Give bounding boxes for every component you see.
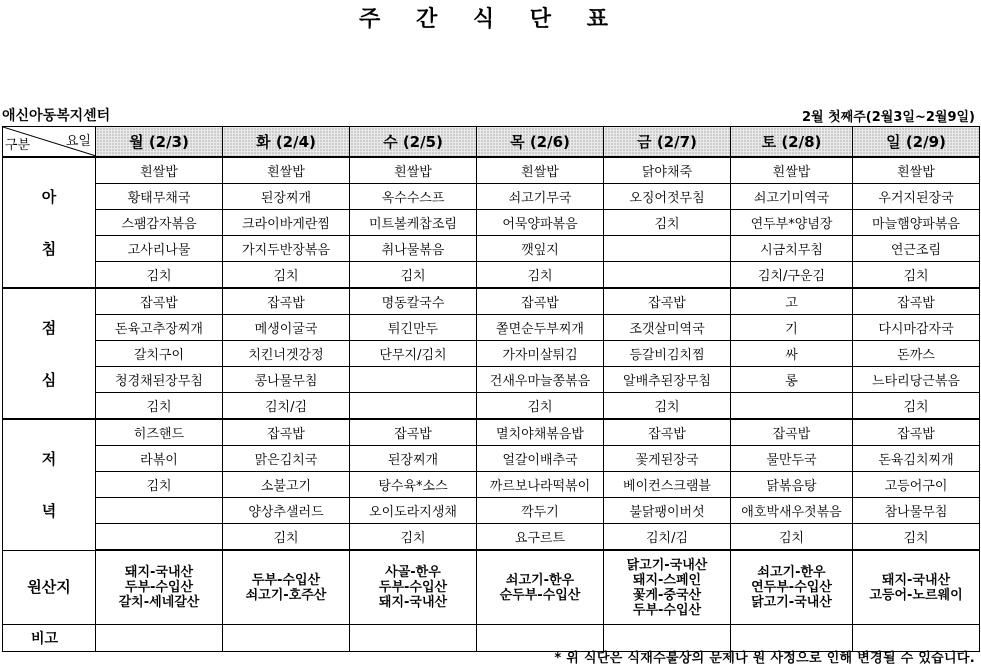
dinner-row — [3, 419, 980, 446]
menu-item: 잡곡밥 — [604, 419, 731, 446]
day-header: 목 (2/6) — [477, 127, 604, 158]
menu-item: 명동칼국수 — [350, 288, 477, 315]
menu-item: 연두부*양념장 — [731, 210, 853, 236]
meal-label-bottom: 녁 — [41, 501, 57, 520]
origin-label: 원산지 — [3, 550, 96, 625]
menu-item: 김치 — [853, 262, 980, 289]
lunch-label — [3, 288, 96, 419]
menu-item: 고등어구이 — [853, 472, 980, 498]
menu-item: 돈육고추장찌개 — [96, 315, 223, 341]
menu-item: 김치 — [853, 524, 980, 551]
menu-item: 맑은김치국 — [223, 446, 350, 472]
origin-cell: 사골-한우 두부-수입산 돼지-국내산 — [350, 550, 477, 625]
menu-item: 오이도라지생채 — [350, 498, 477, 524]
menu-item: 연근조림 — [853, 236, 980, 262]
origin-cell: 쇠고기-한우 순두부-수입산 — [477, 550, 604, 625]
menu-item: 잡곡밥 — [96, 288, 223, 315]
menu-item: 마늘햄양파볶음 — [853, 210, 980, 236]
menu-item: 잡곡밥 — [223, 419, 350, 446]
menu-item: 느타리당근볶음 — [853, 367, 980, 393]
menu-item: 물만두국 — [731, 446, 853, 472]
origin-cell: 돼지-국내산 두부-수입산 갈치-세네갈산 — [96, 550, 223, 625]
menu-item: 흰쌀밥 — [350, 157, 477, 184]
menu-item: 멸치야채볶음밥 — [477, 419, 604, 446]
menu-item: 스팸감자볶음 — [96, 210, 223, 236]
origin-cell: 닭고기-국내산 돼지-스페인 꽃게-중국산 두부-수입산 — [604, 550, 731, 625]
menu-item: 김치 — [477, 262, 604, 289]
menu-item: 된장찌개 — [223, 184, 350, 210]
menu-item: 가지두반장볶음 — [223, 236, 350, 262]
menu-item: 닭볶음탕 — [731, 472, 853, 498]
dinner-row — [3, 524, 980, 551]
menu-item: 김치/구운김 — [731, 262, 853, 289]
menu-item — [96, 524, 223, 551]
menu-item: 돈까스 — [853, 341, 980, 367]
menu-item: 흰쌀밥 — [96, 157, 223, 184]
dinner-label — [3, 419, 96, 550]
lunch-row — [3, 288, 980, 315]
origin-cell: 쇠고기-한우 연두부-수입산 닭고기-국내산 — [731, 550, 853, 625]
corner-label-day: 요일 — [65, 134, 91, 149]
menu-item: 김치/김 — [604, 524, 731, 551]
dinner-row — [3, 446, 980, 472]
meal-label-top: 점 — [41, 318, 57, 337]
weekly-menu-table — [2, 126, 980, 652]
menu-item: 치킨너겟강정 — [223, 341, 350, 367]
menu-item: 꽃게된장국 — [604, 446, 731, 472]
menu-item: 흰쌀밥 — [477, 157, 604, 184]
menu-item: 김치 — [96, 262, 223, 289]
menu-item: 김치 — [96, 393, 223, 420]
menu-item — [731, 393, 853, 420]
notes-cell — [350, 625, 477, 652]
menu-item: 참나물무침 — [853, 498, 980, 524]
day-header: 월 (2/3) — [96, 127, 223, 158]
menu-item: 건새우마늘쫑볶음 — [477, 367, 604, 393]
breakfast-label — [3, 157, 96, 288]
day-header: 토 (2/8) — [731, 127, 853, 158]
menu-item: 옥수수스프 — [350, 184, 477, 210]
menu-item — [350, 367, 477, 393]
menu-item: 롱 — [731, 367, 853, 393]
menu-item: 불닭팽이버섯 — [604, 498, 731, 524]
menu-item: 김치 — [853, 393, 980, 420]
menu-item: 콩나물무침 — [223, 367, 350, 393]
menu-item: 갈치구이 — [96, 341, 223, 367]
menu-item: 깍두기 — [477, 498, 604, 524]
menu-item: 쇠고기미역국 — [731, 184, 853, 210]
menu-item: 김치 — [604, 393, 731, 420]
breakfast-row — [3, 184, 980, 210]
menu-item: 크라이바게란찜 — [223, 210, 350, 236]
notes-cell — [223, 625, 350, 652]
menu-item: 김치 — [223, 262, 350, 289]
week-label: 2월 첫째주(2월3일~2월9일) — [802, 110, 975, 125]
menu-item: 김치 — [350, 262, 477, 289]
origin-cell: 두부-수입산 쇠고기-호주산 — [223, 550, 350, 625]
breakfast-row — [3, 236, 980, 262]
menu-item — [604, 236, 731, 262]
dinner-row — [3, 498, 980, 524]
menu-item: 잡곡밥 — [604, 288, 731, 315]
footnote: * 위 식단은 식재수불상의 문제나 원 사정으로 인해 변경될 수 있습니다. — [554, 651, 975, 666]
menu-item: 소불고기 — [223, 472, 350, 498]
menu-item: 쫄면순두부찌개 — [477, 315, 604, 341]
notes-cell — [96, 625, 223, 652]
menu-item: 까르보나라떡볶이 — [477, 472, 604, 498]
menu-item: 양상추샐러드 — [223, 498, 350, 524]
menu-item: 기 — [731, 315, 853, 341]
menu-item: 튀긴만두 — [350, 315, 477, 341]
header-row — [3, 127, 980, 158]
menu-item: 시금치무침 — [731, 236, 853, 262]
menu-item: 김치 — [223, 524, 350, 551]
menu-item: 요구르트 — [477, 524, 604, 551]
menu-item: 청경채된장무침 — [96, 367, 223, 393]
meal-label-bottom: 침 — [41, 239, 57, 258]
page-title: 주 간 식 단 표 — [359, 7, 622, 32]
menu-item: 취나물볶음 — [350, 236, 477, 262]
breakfast-row — [3, 210, 980, 236]
menu-item: 단무지/김치 — [350, 341, 477, 367]
menu-item: 잡곡밥 — [853, 419, 980, 446]
menu-item: 미트볼케찹조림 — [350, 210, 477, 236]
lunch-row — [3, 341, 980, 367]
lunch-row — [3, 367, 980, 393]
menu-item: 김치/김 — [223, 393, 350, 420]
menu-item: 가자미살튀김 — [477, 341, 604, 367]
menu-item: 베이컨스크램블 — [604, 472, 731, 498]
menu-item: 김치 — [604, 210, 731, 236]
menu-item: 우거지된장국 — [853, 184, 980, 210]
menu-item: 흰쌀밥 — [853, 157, 980, 184]
corner-label-category: 구분 — [5, 138, 31, 153]
day-header: 금 (2/7) — [604, 127, 731, 158]
menu-item: 탕수육*소스 — [350, 472, 477, 498]
menu-item — [350, 393, 477, 420]
menu-item: 흰쌀밥 — [223, 157, 350, 184]
menu-item: 김치 — [477, 393, 604, 420]
day-header: 수 (2/5) — [350, 127, 477, 158]
menu-item: 히즈핸드 — [96, 419, 223, 446]
menu-item: 고 — [731, 288, 853, 315]
menu-item: 다시마감자국 — [853, 315, 980, 341]
menu-item: 된장찌개 — [350, 446, 477, 472]
organization-name: 애신아동복지센터 — [2, 108, 111, 124]
menu-item: 쇠고기무국 — [477, 184, 604, 210]
menu-item — [604, 262, 731, 289]
menu-item: 김치 — [350, 524, 477, 551]
menu-item: 잡곡밥 — [731, 419, 853, 446]
origin-cell: 돼지-국내산 고등어-노르웨이 — [853, 550, 980, 625]
menu-item: 얼갈이배추국 — [477, 446, 604, 472]
meal-label-top: 저 — [41, 449, 57, 468]
menu-item: 라볶이 — [96, 446, 223, 472]
menu-item: 잡곡밥 — [477, 288, 604, 315]
corner-cell — [3, 127, 96, 158]
menu-item: 김치 — [731, 524, 853, 551]
origin-row — [3, 550, 980, 625]
menu-item: 싸 — [731, 341, 853, 367]
menu-item: 등갈비김치찜 — [604, 341, 731, 367]
notes-label: 비고 — [3, 625, 96, 652]
meal-label-bottom: 심 — [41, 370, 57, 389]
menu-item: 흰쌀밥 — [731, 157, 853, 184]
menu-item: 김치 — [96, 472, 223, 498]
menu-item: 잡곡밥 — [350, 419, 477, 446]
menu-item: 닭야채죽 — [604, 157, 731, 184]
menu-item: 조갯살미역국 — [604, 315, 731, 341]
menu-item: 황태무채국 — [96, 184, 223, 210]
lunch-row — [3, 393, 980, 420]
day-header: 화 (2/4) — [223, 127, 350, 158]
menu-item: 돈육김치찌개 — [853, 446, 980, 472]
breakfast-row — [3, 157, 980, 184]
lunch-row — [3, 315, 980, 341]
dinner-row — [3, 472, 980, 498]
breakfast-row — [3, 262, 980, 289]
day-header: 일 (2/9) — [853, 127, 980, 158]
menu-item: 애호박새우젓볶음 — [731, 498, 853, 524]
menu-item: 깻잎지 — [477, 236, 604, 262]
menu-item: 고사리나물 — [96, 236, 223, 262]
meal-label-top: 아 — [41, 187, 57, 206]
menu-item: 알배추된장무침 — [604, 367, 731, 393]
menu-item: 오징어젓무침 — [604, 184, 731, 210]
menu-item: 메생이굴국 — [223, 315, 350, 341]
menu-item: 잡곡밥 — [223, 288, 350, 315]
menu-item: 어묵양파볶음 — [477, 210, 604, 236]
menu-item: 잡곡밥 — [853, 288, 980, 315]
menu-item — [96, 498, 223, 524]
